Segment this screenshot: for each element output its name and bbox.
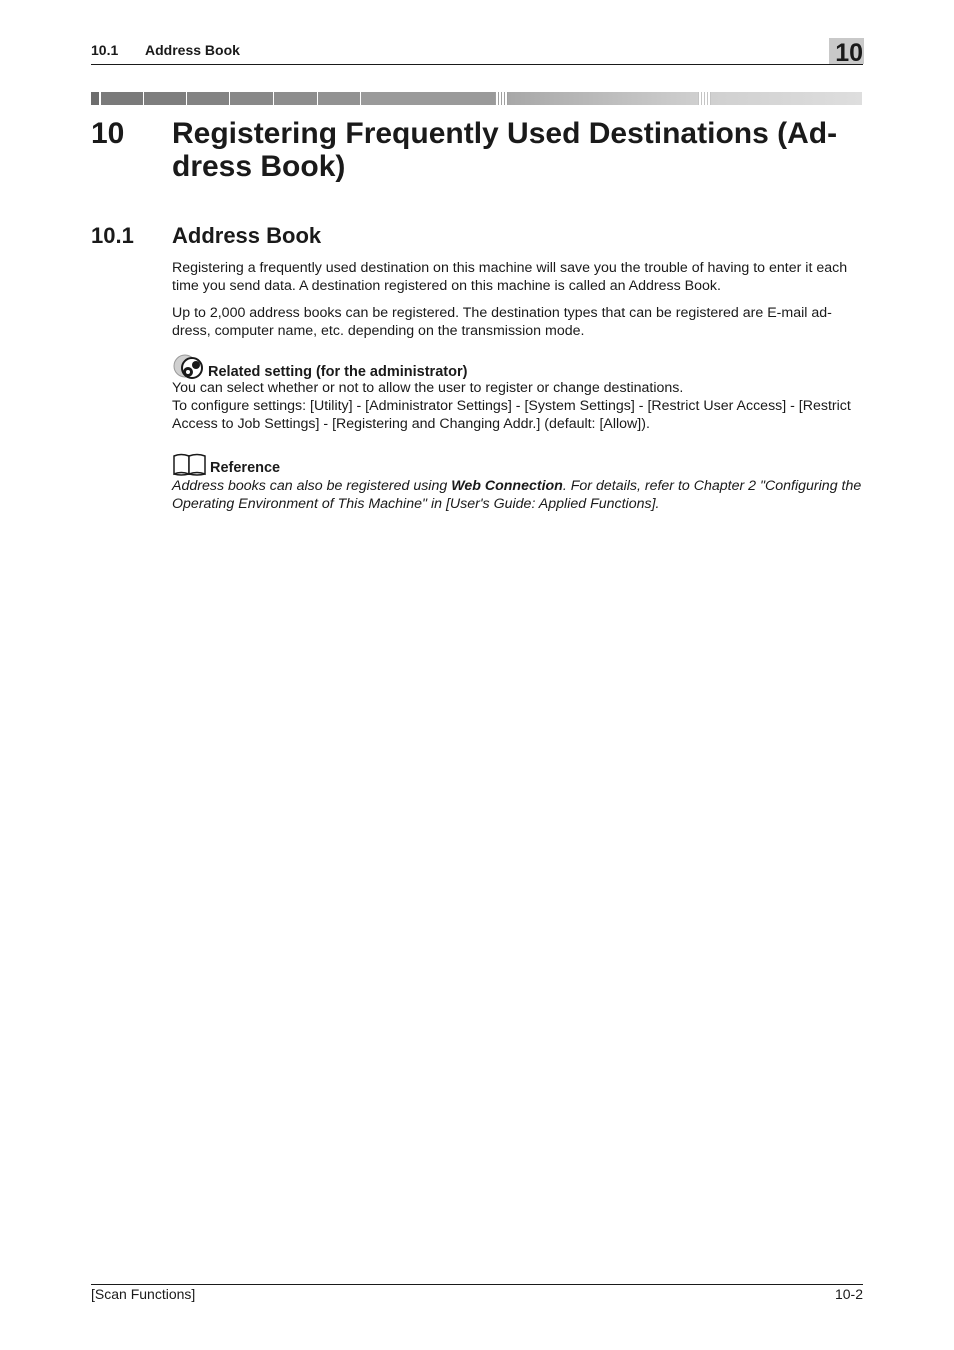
band-segment bbox=[698, 92, 711, 105]
web-connection-term: Web Connection bbox=[451, 478, 563, 494]
chapter-badge: 10 bbox=[829, 38, 864, 64]
footer-manual-name: [Scan Functions] bbox=[91, 1286, 196, 1302]
related-setting-text bbox=[172, 379, 864, 433]
reference-text bbox=[172, 477, 864, 513]
band-segment bbox=[230, 92, 273, 105]
running-header-number: 10.1 bbox=[91, 42, 119, 58]
band-segment bbox=[318, 92, 360, 105]
band-segment bbox=[274, 92, 317, 105]
band-segment bbox=[144, 92, 186, 105]
related-setting-line: You can select whether or not to allow the user to register or change destinations. bbox=[172, 380, 684, 396]
band-segment bbox=[361, 92, 495, 105]
band-segment bbox=[508, 92, 698, 105]
chapter-title: Registering Frequently Used Destinations (Ad-dress Book) bbox=[172, 117, 838, 183]
section-title: Address Book bbox=[172, 223, 322, 248]
band-segment bbox=[711, 92, 862, 105]
body-paragraph: Registering a frequently used destination on this machine will save you the trouble of having to enter it each time you send data. A destination registered on this machine is called an Address Book. bbox=[172, 260, 848, 294]
reference-label: Reference bbox=[210, 460, 281, 476]
related-setting-line: To configure settings: [Utility] - [Administrator Settings] - [System Settings] - [Restrict User Access] - [Restrict Access to Job Settings] - [Registering and Changing Addr.] (default: [Allow]). bbox=[172, 398, 851, 432]
related-setting-heading bbox=[172, 354, 467, 380]
reference-text-end: . For details, refer to Chapter 2 "Configuring the Operating Environment of This Machine" in [User's Guide: Applied Functions]. bbox=[172, 478, 862, 512]
band-segment bbox=[495, 92, 508, 105]
gear-icon bbox=[172, 354, 206, 380]
related-setting-label: Related setting (for the administrator) bbox=[208, 364, 468, 380]
reference-text-start: Address books can also be registered using bbox=[172, 478, 452, 494]
footer-rule bbox=[91, 1284, 863, 1285]
body-paragraph: Up to 2,000 address books can be registered. The destination types that can be registered are E-mail ad-dress, computer name, etc. depending on the transmission mode. bbox=[172, 305, 832, 339]
reference-heading bbox=[172, 452, 280, 476]
decorative-band bbox=[91, 92, 863, 105]
footer-page-number: 10-2 bbox=[834, 1286, 863, 1302]
chapter-number: 10 bbox=[91, 117, 125, 150]
running-header bbox=[91, 42, 240, 58]
book-icon bbox=[172, 452, 208, 476]
section-number: 10.1 bbox=[91, 223, 134, 248]
band-segment bbox=[91, 92, 99, 105]
running-header-title: Address Book bbox=[145, 42, 240, 58]
band-segment bbox=[187, 92, 229, 105]
band-segment bbox=[101, 92, 143, 105]
header-rule bbox=[91, 64, 863, 65]
